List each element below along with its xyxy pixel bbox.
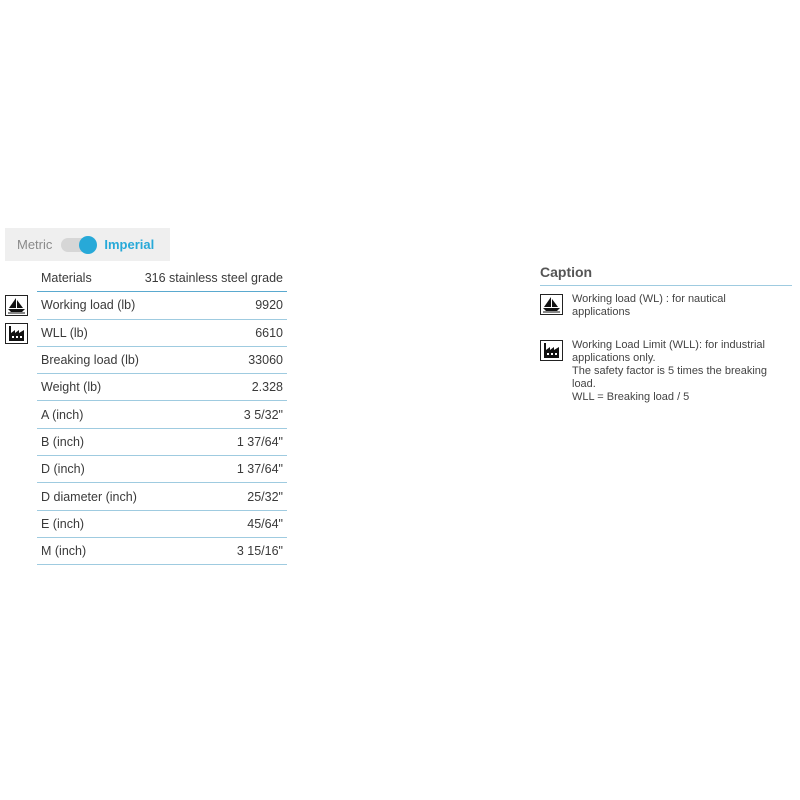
unit-toggle-switch[interactable] [61, 238, 95, 252]
table-row [37, 429, 287, 456]
spec-label: WLL (lb) [41, 325, 88, 340]
sailboat-icon [540, 294, 563, 315]
spec-value: 45/64" [247, 516, 283, 531]
spec-label: M (inch) [41, 544, 87, 559]
table-row [37, 511, 287, 538]
table-row [37, 265, 287, 292]
caption-text: Working load (WL) : for nautical applications [572, 293, 726, 318]
toggle-knob[interactable] [79, 236, 97, 254]
table-row [37, 292, 287, 319]
spec-value: 316 stainless steel grade [144, 271, 283, 286]
spec-label: Materials [41, 271, 92, 286]
table-row [37, 483, 287, 510]
spec-value: 6610 [255, 325, 283, 340]
caption-item [540, 293, 792, 319]
spec-label: Weight (lb) [41, 380, 102, 395]
spec-value: 9920 [255, 298, 283, 313]
unit-switch [5, 228, 170, 261]
spec-label: E (inch) [41, 516, 85, 531]
spec-label: A (inch) [41, 407, 84, 422]
table-row [37, 401, 287, 428]
table-row [37, 456, 287, 483]
imperial-option[interactable]: Imperial [104, 237, 155, 252]
table-row [37, 347, 287, 374]
table-row [37, 374, 287, 401]
caption-panel [540, 264, 792, 404]
metric-option[interactable]: Metric [17, 237, 53, 252]
spec-value: 1 37/64" [236, 462, 283, 477]
spec-value: 1 37/64" [236, 434, 283, 449]
spec-label: Breaking load (lb) [41, 353, 139, 368]
sailboat-icon [5, 295, 28, 316]
factory-icon [540, 340, 563, 361]
spec-label: Working load (lb) [41, 298, 136, 313]
specs-table [0, 265, 290, 565]
table-row [37, 320, 287, 347]
caption-title: Caption [540, 264, 792, 286]
spec-label: D diameter (inch) [41, 489, 137, 504]
caption-text: Working Load Limit (WLL): for industrial applications only. The safety factor is 5 times the breaking load. WLL = Breaking load / 5 [572, 339, 768, 403]
spec-value: 33060 [248, 353, 283, 368]
factory-icon [5, 323, 28, 344]
spec-value: 25/32" [247, 489, 283, 504]
table-row [37, 538, 287, 565]
spec-label: B (inch) [41, 434, 85, 449]
spec-value: 2.328 [251, 380, 283, 395]
spec-label: D (inch) [41, 462, 85, 477]
spec-value: 3 5/32" [243, 407, 283, 422]
spec-value: 3 15/16" [236, 544, 283, 559]
caption-item [540, 339, 792, 404]
